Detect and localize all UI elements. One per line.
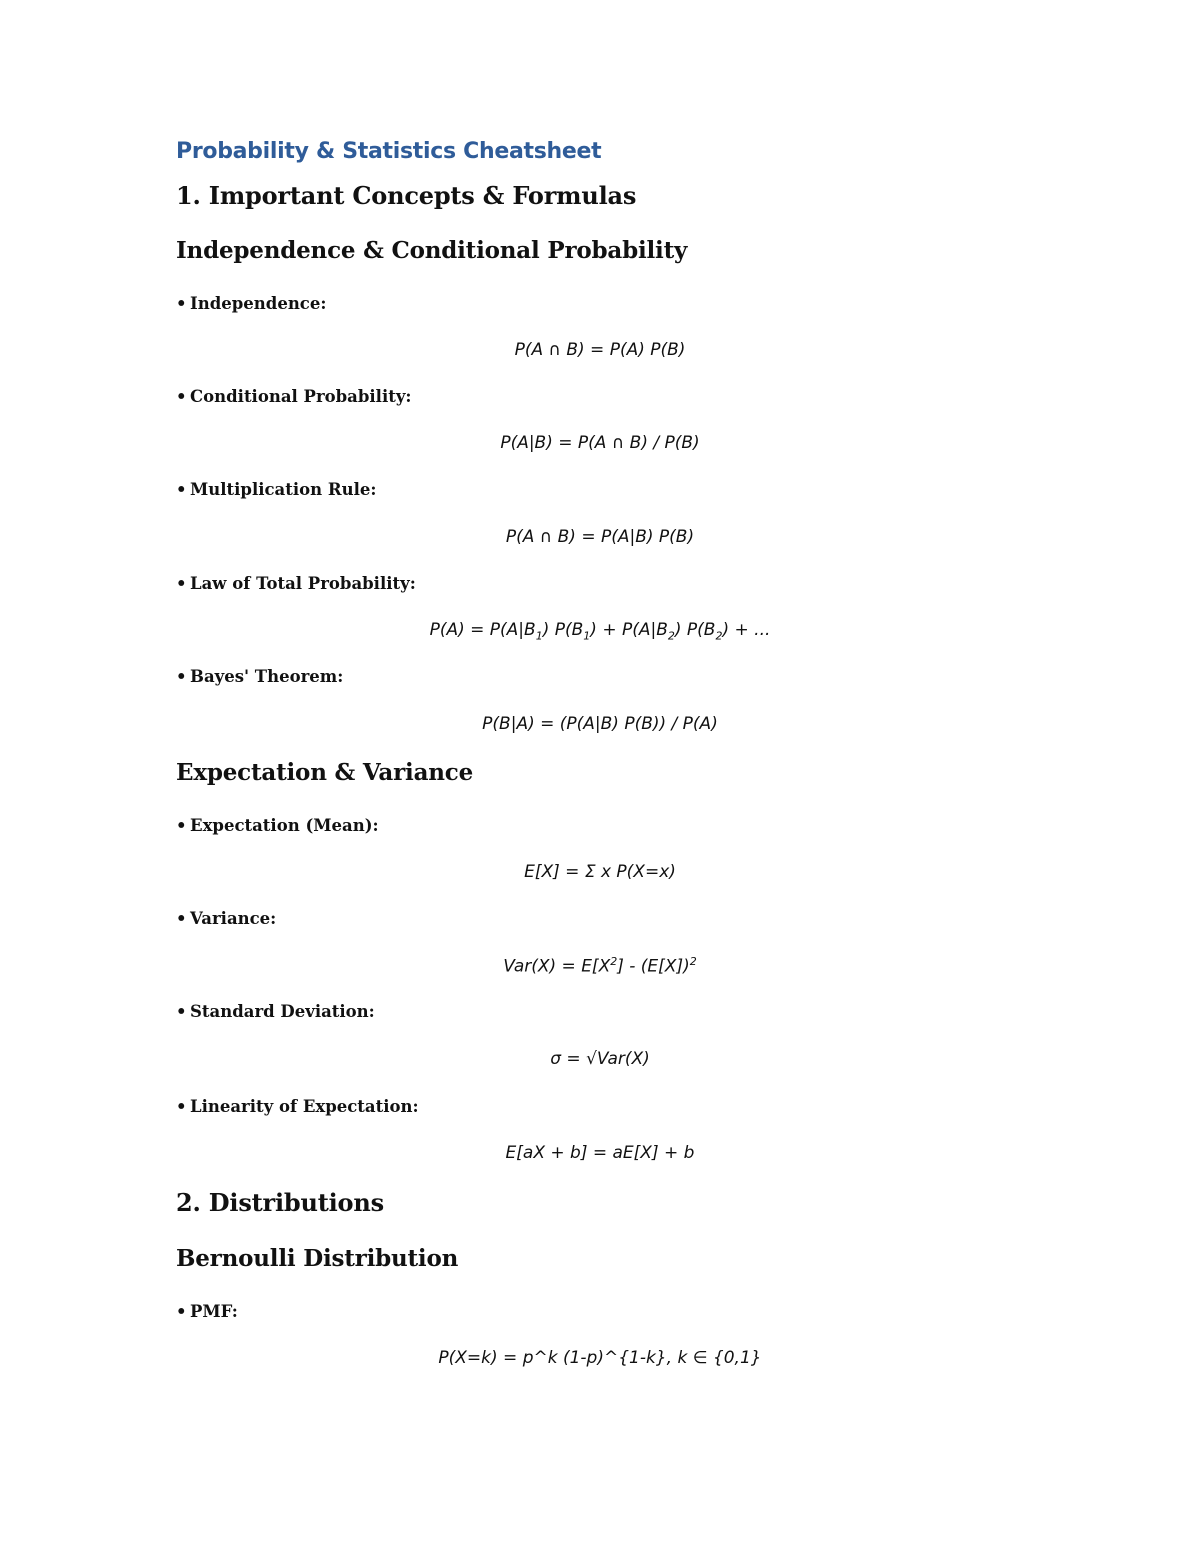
formula: E[aX + b] = aE[X] + b [505,1143,695,1163]
bullet-label: Multiplication Rule: [190,480,377,499]
bullet-item [176,667,343,686]
bullet-item [176,480,376,499]
bullet-icon: • [176,574,187,593]
bullet-item [176,909,276,928]
sqrt-symbol: √ [586,1049,597,1069]
bullet-label: Variance: [190,909,277,928]
bullet-icon: • [176,1097,187,1116]
bullet-icon: • [176,294,187,313]
formula: P(A ∩ B) = P(A|B) P(B) [505,527,695,547]
bullet-item [176,574,416,593]
formula: $P(A) = P(A|B_1) P(B_1) + P(A|B_2) P(B_2)$ + ... [429,620,771,643]
formula: P(A|B) = P(A ∩ B) / P(B) [500,433,700,453]
bullet-item [176,387,412,406]
formula: P(X=k) = p^k (1-p)^{1-k}, k ∈ {0,1} [438,1348,762,1368]
bullet-label: Independence: [190,294,327,313]
bullet-icon: • [176,1002,187,1021]
formula: E[X] = Σ x P(X=x) [524,862,676,882]
subsection-heading-bernoulli: Bernoulli Distribution [176,1245,459,1272]
bullet-icon: • [176,816,187,835]
bullet-icon: • [176,909,187,928]
bullet-icon: • [176,667,187,686]
subsection-heading-independence: Independence & Conditional Probability [176,237,688,264]
formula: $Var(X) = E[X^2] - (E[X])^2$ [503,955,697,977]
section-heading-distributions: 2. Distributions [176,1188,384,1217]
bullet-item [176,294,326,313]
section-heading-concepts: 1. Important Concepts & Formulas [176,181,637,210]
bullet-label: Law of Total Probability: [190,574,416,593]
bullet-label: PMF: [190,1302,238,1321]
bullet-label: Expectation (Mean): [190,816,379,835]
subsection-heading-expectation: Expectation & Variance [176,759,474,786]
bullet-icon: • [176,387,187,406]
bullet-item [176,1097,419,1116]
bullet-label: Standard Deviation: [190,1002,375,1021]
bullet-item [176,1002,375,1021]
bullet-label: Linearity of Expectation: [190,1097,419,1116]
formula: P(B|A) = (P(A|B) P(B)) / P(A) [482,714,718,734]
bullet-item [176,1302,238,1321]
bullet-icon: • [176,1302,187,1321]
formula: σ = √Var(X) [550,1049,650,1069]
document-title: Probability & Statistics Cheatsheet [176,139,602,164]
bullet-label: Bayes' Theorem: [190,667,344,686]
bullet-icon: • [176,480,187,499]
bullet-item [176,816,379,835]
formula: P(A ∩ B) = P(A) P(B) [514,340,686,360]
bullet-label: Conditional Probability: [190,387,412,406]
